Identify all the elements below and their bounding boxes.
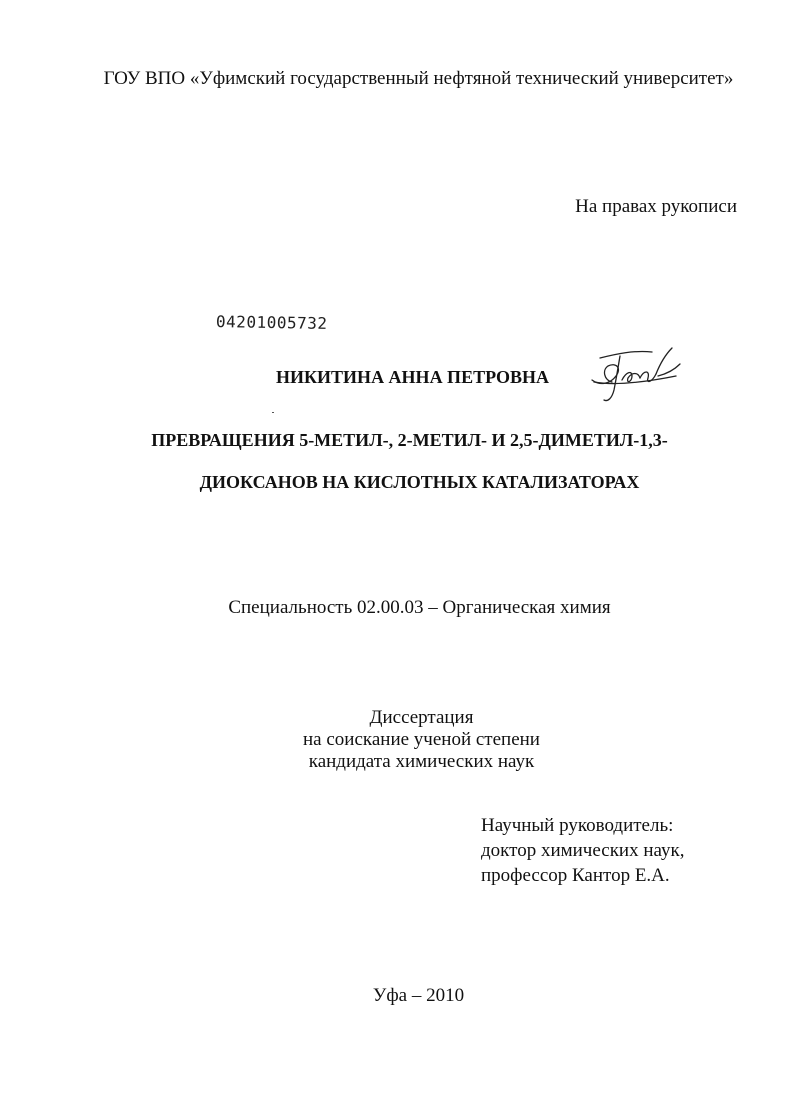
degree-line-2: на соискание ученой степени xyxy=(303,729,540,750)
supervisor-line-1: Научный руководитель: xyxy=(481,815,674,836)
dissertation-title-line-1: ПРЕВРАЩЕНИЯ 5-МЕТИЛ-, 2-МЕТИЛ- И 2,5-ДИМЕТИЛ-1,3- xyxy=(151,430,668,450)
supervisor-block xyxy=(481,813,684,888)
author-name: НИКИТИНА АННА ПЕТРОВНА xyxy=(276,367,549,387)
degree-line-1: Диссертация xyxy=(369,707,474,728)
signature-stroke xyxy=(622,373,640,382)
city-year: Уфа – 2010 xyxy=(372,985,465,1006)
signature-image xyxy=(586,346,682,406)
supervisor-line-3: профессор Кантор Е.А. xyxy=(481,865,670,886)
signature-stroke xyxy=(600,351,652,358)
institution-name: ГОУ ВПО «Уфимский государственный нефтяной технический университет» xyxy=(103,68,734,89)
dissertation-title-line-2: ДИОКСАНОВ НА КИСЛОТНЫХ КАТАЛИЗАТОРАХ xyxy=(199,472,640,492)
registration-number-stamp: 04201005732 xyxy=(215,312,328,333)
signature-stroke xyxy=(658,364,680,376)
scan-speck xyxy=(272,412,274,413)
signature-stroke xyxy=(592,365,618,384)
specialty: Специальность 02.00.03 – Органическая химия xyxy=(228,597,611,618)
signature-stroke xyxy=(656,348,672,374)
manuscript-note: На правах рукописи xyxy=(575,196,737,217)
dissertation-degree-block xyxy=(0,707,799,773)
degree-line-3: кандидата химических наук xyxy=(308,751,535,772)
supervisor-line-2: доктор химических наук, xyxy=(481,840,685,861)
